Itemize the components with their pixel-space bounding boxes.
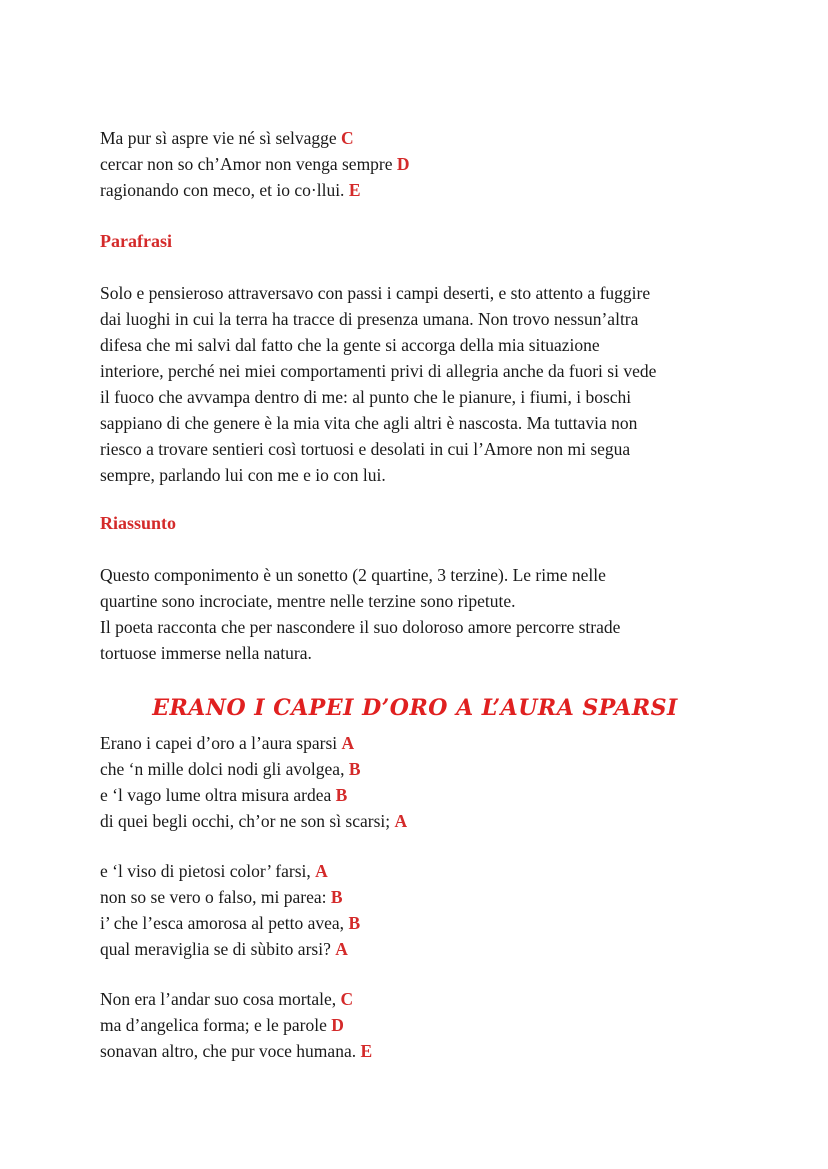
verse-text: e ‘l viso di pietosi color’ farsi, (100, 861, 311, 881)
rhyme-letter: E (348, 180, 361, 200)
paragraph-line: dai luoghi in cui la terra ha tracce di presenza umana. Non trovo nessun’altra (100, 309, 639, 329)
rhyme-letter: A (315, 861, 328, 881)
paragraph-line: sempre, parlando lui con me e io con lui. (100, 465, 386, 485)
verse-text: sonavan altro, che pur voce humana. (100, 1041, 357, 1061)
paragraph-line: riesco a trovare sentieri così tortuosi e desolati in cui l’Amore non mi segua (100, 439, 631, 459)
verse-line (100, 782, 740, 808)
verse-text: di quei begli occhi, ch’or ne son sì scarsi; (100, 811, 391, 831)
rhyme-letter: D (396, 154, 410, 174)
poem-stanza-1 (100, 730, 740, 834)
verse-text: ragionando con meco, et io co·llui. (100, 180, 345, 200)
paragraph-line: quartine sono incrociate, mentre nelle terzine sono ripetute. (100, 591, 516, 611)
verse-line (100, 1038, 740, 1064)
verse-line (100, 884, 740, 910)
riassunto-paragraph (100, 562, 740, 666)
paragraph-line: Questo componimento è un sonetto (2 quartine, 3 terzine). Le rime nelle (100, 565, 606, 585)
verse-text: i’ che l’esca amorosa al petto avea, (100, 913, 345, 933)
parafrasi-heading: Parafrasi (100, 231, 172, 251)
paragraph-line: Il poeta racconta che per nascondere il suo doloroso amore percorre strade (100, 617, 621, 637)
verse-text: qual meraviglia se di sùbito arsi? (100, 939, 331, 959)
paragraph-line: difesa che mi salvi dal fatto che la gente si accorga della mia situazione (100, 335, 600, 355)
verse-text: non so se vero o falso, mi parea: (100, 887, 327, 907)
verse-line (100, 910, 740, 936)
poem-stanza-3 (100, 986, 740, 1064)
rhyme-letter: D (331, 1015, 344, 1035)
verse-text: Non era l’andar suo cosa mortale, (100, 989, 337, 1009)
verse-text: che ‘n mille dolci nodi gli avolgea, (100, 759, 345, 779)
verse-text: cercar non so ch’Amor non venga sempre (100, 154, 393, 174)
poem-stanza-2 (100, 858, 740, 962)
paragraph-line: tortuose immerse nella natura. (100, 643, 312, 663)
paragraph-line: il fuoco che avvampa dentro di me: al punto che le pianure, i fiumi, i boschi (100, 387, 632, 407)
rhyme-letter: E (360, 1041, 373, 1061)
paragraph-line: sappiano di che genere è la mia vita che agli altri è nascosta. Ma tuttavia non (100, 413, 638, 433)
rhyme-letter: B (335, 785, 348, 805)
riassunto-section (100, 510, 740, 536)
verse-line (100, 986, 740, 1012)
rhyme-letter: C (341, 128, 354, 148)
verse-line (100, 756, 740, 782)
rhyme-letter: A (394, 811, 408, 831)
rhyme-letter: A (341, 733, 355, 753)
poem-title: ERANO I CAPEI D’ORO A L’AURA SPARSI (152, 695, 678, 721)
verse-line (100, 858, 740, 884)
rhyme-letter: C (340, 989, 354, 1009)
verse-line (100, 730, 740, 756)
verse-text: Ma pur sì aspre vie né sì selvagge (100, 128, 337, 148)
parafrasi-paragraph (100, 280, 740, 488)
verse-line (100, 808, 740, 834)
verse-line (100, 125, 740, 151)
verse-text: e ‘l vago lume oltra misura ardea (100, 785, 332, 805)
verse-line (100, 1012, 740, 1038)
rhyme-letter: B (330, 887, 343, 907)
paragraph-line: Solo e pensieroso attraversavo con passi i campi deserti, e sto attento a fuggire (100, 283, 651, 303)
rhyme-letter: A (335, 939, 348, 959)
rhyme-letter: B (348, 759, 361, 779)
riassunto-heading: Riassunto (100, 513, 177, 533)
verse-line (100, 151, 740, 177)
verse-text: Erano i capei d’oro a l’aura sparsi (100, 733, 338, 753)
parafrasi-section (100, 228, 740, 254)
rhyme-letter: B (348, 913, 361, 933)
stanza-top (100, 125, 740, 203)
verse-line (100, 177, 740, 203)
verse-text: ma d’angelica forma; e le parole (100, 1015, 327, 1035)
verse-line (100, 936, 740, 962)
paragraph-line: interiore, perché nei miei comportamenti privi di allegria anche da fuori si vede (100, 361, 657, 381)
